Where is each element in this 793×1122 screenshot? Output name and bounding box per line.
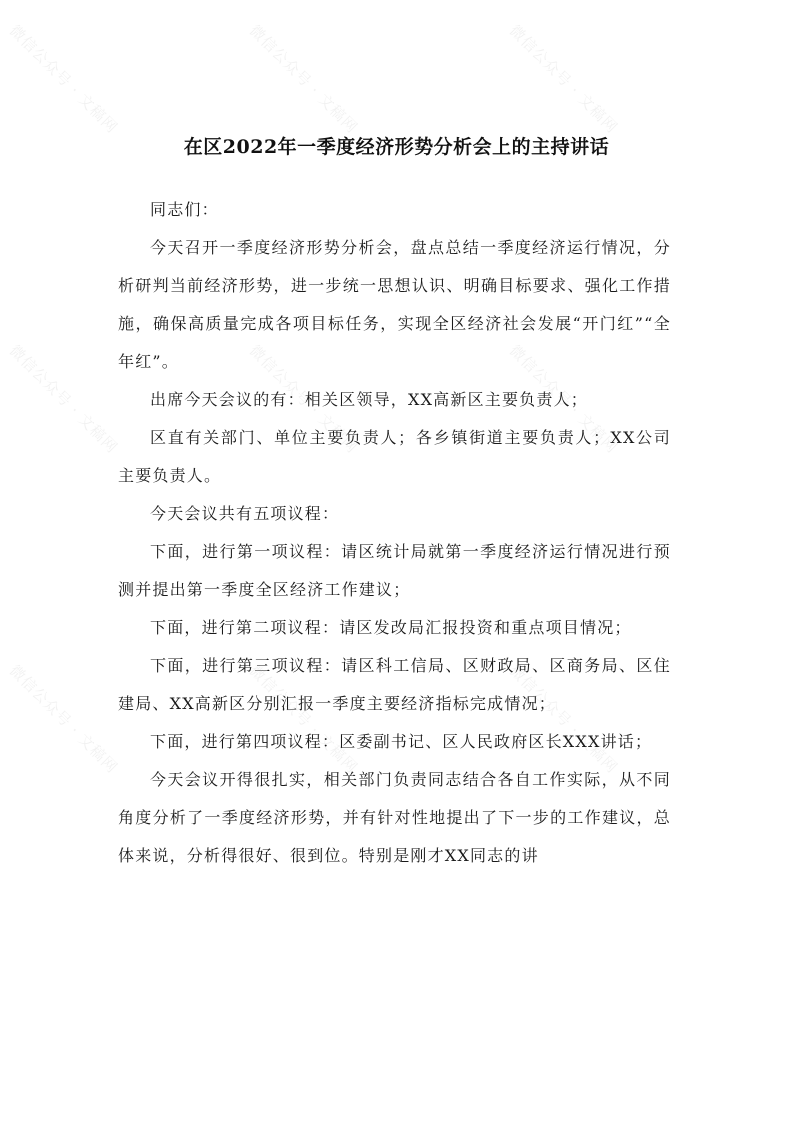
paragraph-attendees: 出席今天会议的有：相关区领导，XX高新区主要负责人； [150, 390, 588, 409]
paragraph-agenda-2: 下面，进行第二项议程：请区发改局汇报投资和重点项目情况； [150, 618, 632, 637]
watermark-text: 微信公众号 · 文稿网 [5, 341, 122, 457]
paragraph-intro: 今天召开一季度经济形势分析会，盘点总结一季度经济运行情况，分析研判当前经济形势，进一步统一思想认识、明确目标要求、强化工作措施，确保高质量完成各项目标任务，实现全区经济社会发展“开门红”“全年红”。 [118, 238, 671, 371]
paragraph-agenda-1: 下面，进行第一项议程：请区统计局就第一季度经济运行情况进行预测并提出第一季度全区经济工作建议； [118, 542, 671, 599]
paragraph-agenda-4: 下面，进行第四项议程：区委副书记、区人民政府区长XXX讲话； [150, 732, 653, 751]
document-body [118, 191, 671, 875]
watermark-text: 微信公众号 · 文稿网 [505, 661, 622, 777]
watermark-text: 微信公众号 · 文稿网 [245, 661, 362, 777]
watermark-text: 微信公众号 · 文稿网 [505, 341, 622, 457]
paragraph-departments: 区直有关部门、单位主要负责人；各乡镇街道主要负责人；XX公司主要负责人。 [118, 428, 671, 485]
paragraph-summary: 今天会议开得很扎实，相关部门负责同志结合各自工作实际，从不同角度分析了一季度经济形势，并有针对性地提出了下一步的工作建议，总体来说，分析得很好、很到位。特别是刚才XX同志的讲 [118, 770, 671, 865]
document-title: 在区2022年一季度经济形势分析会上的主持讲话 [183, 136, 610, 158]
paragraph-agenda-intro: 今天会议共有五项议程： [150, 504, 340, 523]
watermark-text: 微信公众号 · 文稿网 [505, 21, 622, 137]
watermark-text: 微信公众号 · 文稿网 [245, 21, 362, 137]
watermark-text: 微信公众号 · 文稿网 [5, 21, 122, 137]
watermark-text: 微信公众号 · 文稿网 [245, 341, 362, 457]
watermark-text: 微信公众号 · 文稿网 [5, 661, 122, 777]
paragraph-salutation: 同志们： [150, 200, 219, 219]
paragraph-agenda-3: 下面，进行第三项议程：请区科工信局、区财政局、区商务局、区住建局、XX高新区分别汇报一季度主要经济指标完成情况； [118, 656, 671, 713]
